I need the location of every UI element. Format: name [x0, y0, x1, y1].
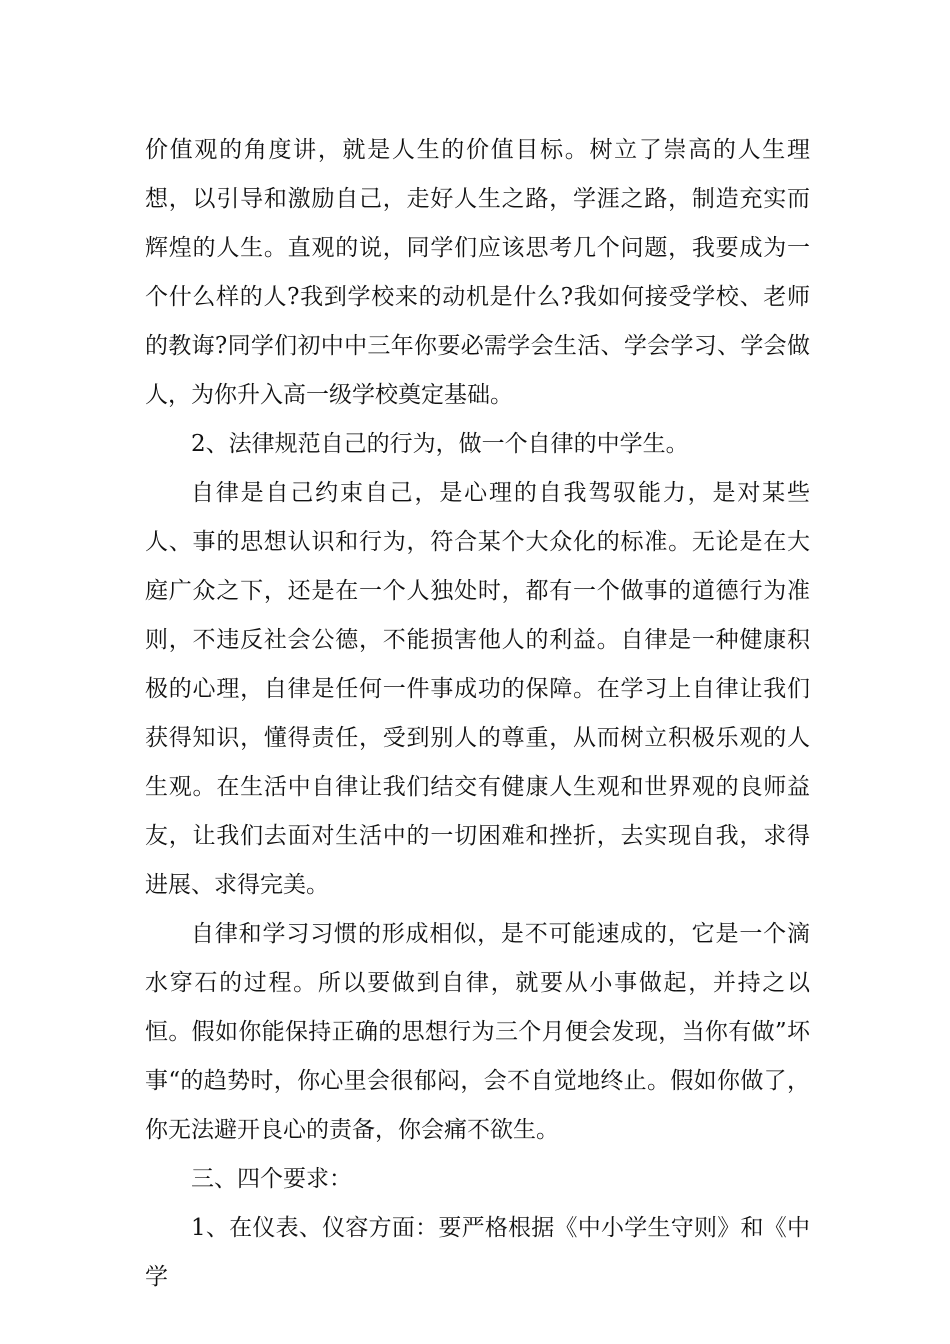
body-text — [145, 126, 810, 1302]
paragraph-values-goal: 价值观的角度讲，就是人生的价值目标。树立了崇高的人生理想，以引导和激励自己，走好人生之路，学涯之路，制造充实而辉煌的人生。直观的说，同学们应该思考几个问题，我要成为一个什么样的人?我到学校来的动机是什么?我如何接受学校、老师的教诲?同学们初中中三年你要必需学会生活、学会学习、学会做人，为你升入高一级学校奠定基础。 — [145, 137, 810, 408]
paragraph-habit-formation: 自律和学习习惯的形成相似，是不可能速成的，它是一个滴水穿石的过程。所以要做到自律，就要从小事做起，并持之以恒。假如你能保持正确的思想行为三个月便会发现，当你有做”坏事“的趋势时，你心里会很郁闷，会不自觉地终止。假如你做了，你无法避开良心的责备，你会痛不欲生。 — [145, 921, 810, 1143]
paragraph-self-discipline-definition: 自律是自己约束自己，是心理的自我驾驭能力，是对某些人、事的思想认识和行为，符合某个大众化的标准。无论是在大庭广众之下，还是在一个人独处时，都有一个做事的道德行为准则，不违反社会公德，不能损害他人的利益。自律是一种健康积极的心理，自律是任何一件事成功的保障。在学习上自律让我们获得知识，懂得责任，受到别人的尊重，从而树立积极乐观的人生观。在生活中自律让我们结交有健康人生观和世界观的良师益友，让我们去面对生活中的一切困难和挫折，去实现自我，求得进展、求得完美。 — [145, 480, 810, 898]
paragraph-appearance-requirement: 1、在仪表、仪容方面：要严格根据《中小学生守则》和《中学 — [145, 1215, 810, 1290]
paragraph-heading-self-discipline: 2、法律规范自己的行为，做一个自律的中学生。 — [191, 431, 689, 457]
section-heading-four-requirements: 三、四个要求： — [191, 1166, 352, 1192]
